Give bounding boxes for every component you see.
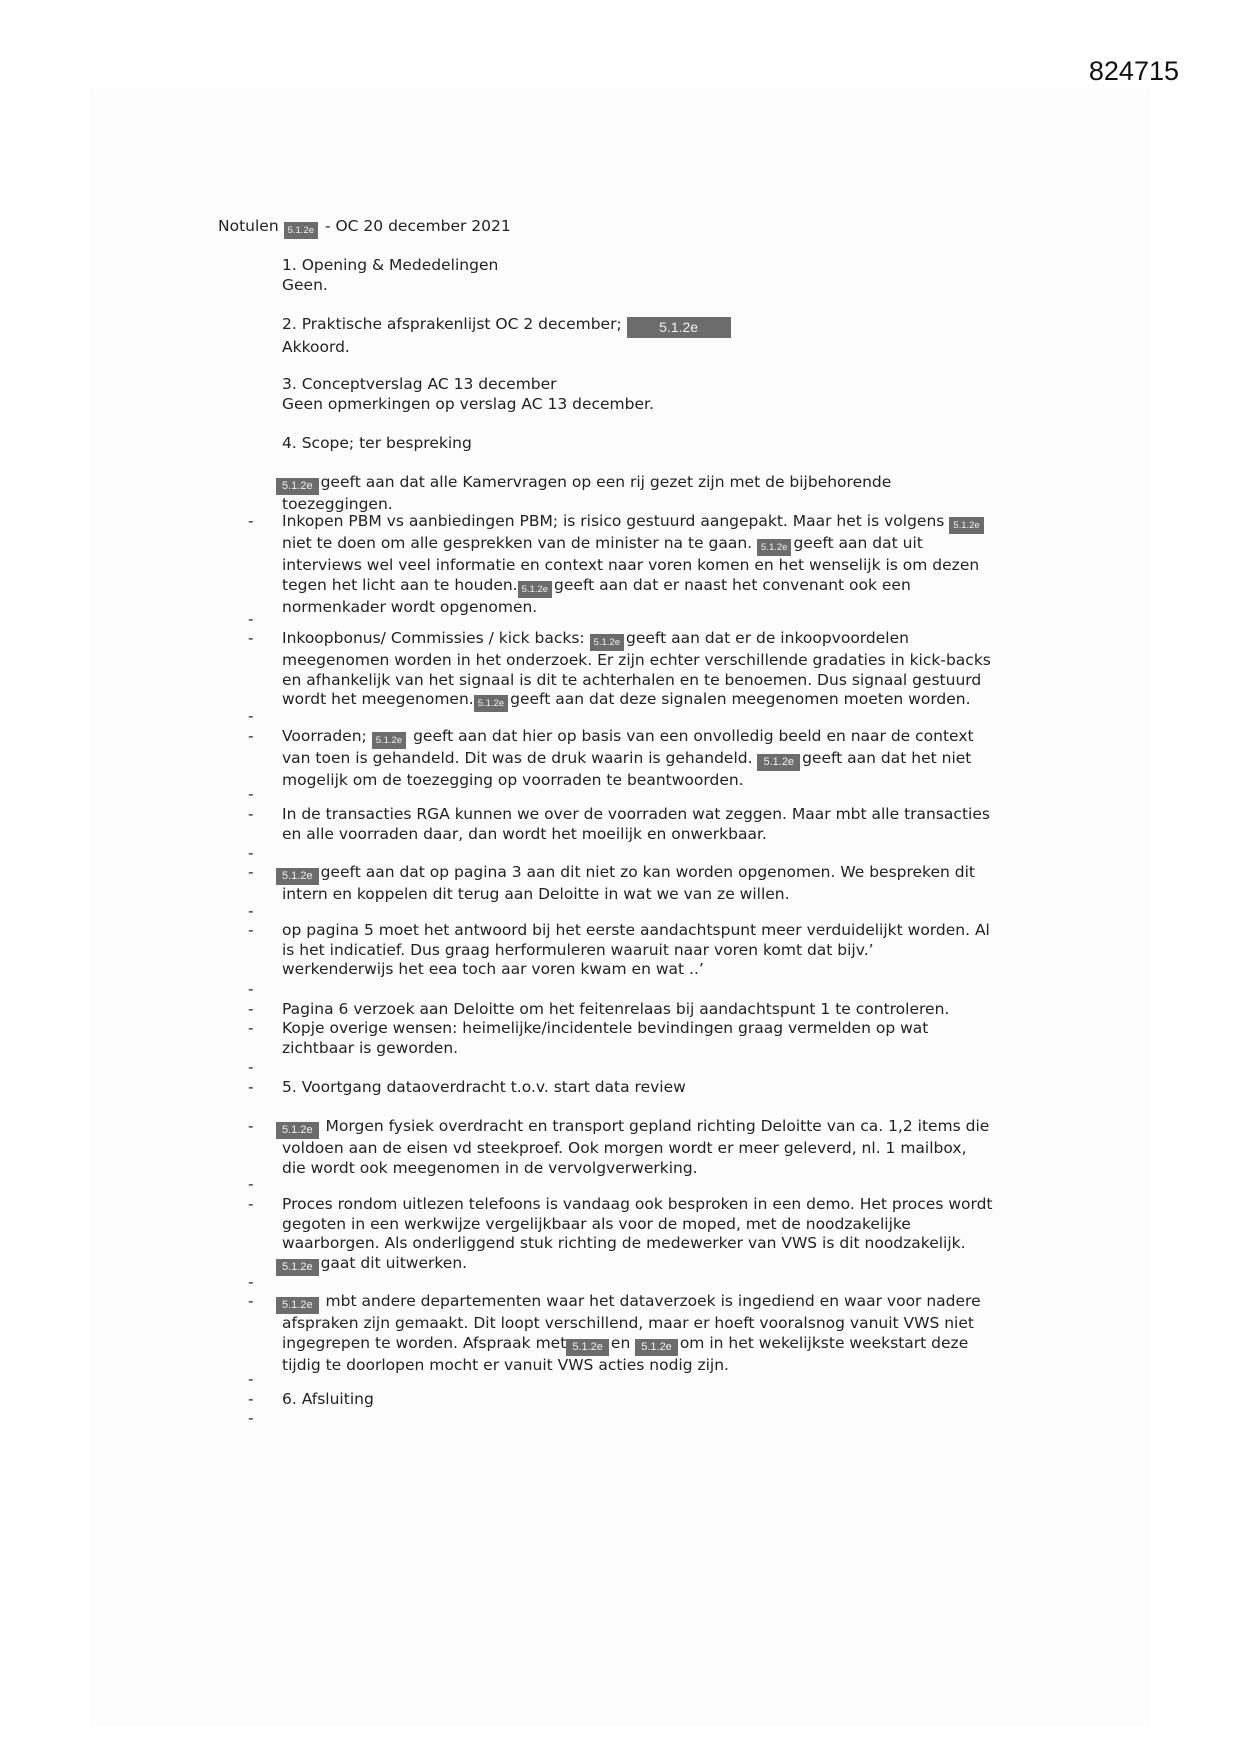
section-2 — [282, 315, 1042, 358]
dash-marker: - — [248, 1000, 254, 1018]
dash-marker: - — [248, 1058, 254, 1076]
section-3-text: Geen opmerkingen op verslag AC 13 december. — [282, 394, 654, 413]
redaction-box: 5.1.2e — [590, 634, 624, 651]
dash-marker: - — [248, 1195, 254, 1213]
section-3 — [282, 375, 1042, 414]
redaction-box: 5.1.2e — [757, 754, 800, 771]
section-2-text: Akkoord. — [282, 338, 350, 356]
dash-marker: - — [248, 785, 254, 803]
section-4-paragraph-4: Voorraden; 5.1.2e geeft aan dat hier op basis van een onvolledig beeld en naar de context van toen is gehandeld. Dit was de druk waarin is gehandeld. 5.1.2e geeft aan dat het niet mogelijk om de toezegging op voorraden te beantwoorden. — [282, 727, 974, 789]
section-4-paragraph-6: 5.1.2e geeft aan dat op pagina 3 aan dit niet zo kan worden opgenomen. We bespreken dit intern en koppelen dit terug aan Deloitte in wat we van ze willen. — [276, 863, 1036, 905]
section-4-paragraph-1: 5.1.2e geeft aan dat alle Kamervragen op een rij gezet zijn met de bijbehorende toezeggingen. — [276, 473, 1036, 515]
dash-marker: - — [248, 512, 254, 530]
dash-marker: - — [248, 844, 254, 862]
section-6-heading: 6. Afsluiting — [282, 1390, 374, 1408]
dash-marker: - — [248, 707, 254, 725]
dash-marker: - — [248, 1175, 254, 1193]
dash-marker: - — [248, 1273, 254, 1291]
section-4-paragraph-8: Pagina 6 verzoek aan Deloitte om het feitenrelaas bij aandachtspunt 1 te controleren. — [282, 1000, 950, 1018]
section-4-heading: 4. Scope; ter bespreking — [282, 434, 472, 452]
section-5-paragraph-1: 5.1.2e Morgen fysiek overdracht en transport gepland richting Deloitte van ca. 1,2 items die voldoen aan de eisen vd steekproef. Ook morgen wordt er meer geleverd, nl. 1 mailbox, die wordt ook meegenomen in de vervolgverwerking. — [276, 1117, 1036, 1178]
dash-marker: - — [248, 1370, 254, 1388]
section-4-paragraph-9: Kopje overige wensen: heimelijke/incidentele bevindingen graag vermelden op wat zichtbaar is geworden. — [282, 1019, 929, 1057]
redaction-box: 5.1.2e — [276, 868, 319, 885]
redaction-box: 5.1.2e — [276, 1259, 319, 1276]
dash-marker: - — [248, 805, 254, 823]
redaction-box: 5.1.2e — [757, 539, 791, 556]
section-4-paragraph-3: Inkoopbonus/ Commissies / kick backs: 5.1.2e geeft aan dat er de inkoopvoordelen meegenomen worden in het onderzoek. Er zijn echter verschillende gradaties in kick-backs en afhankelijk van het signaal is dit te achterhalen en te benoemen. Dus signaal gestuurd wordt het meegenomen. 5.1.2e geeft aan dat deze signalen meegenomen moeten worden. — [282, 629, 1042, 712]
title-suffix: - OC 20 december 2021 — [324, 217, 511, 235]
section-1-text: Geen. — [282, 275, 328, 294]
redaction-box: 5.1.2e — [276, 478, 319, 495]
dash-marker: - — [248, 863, 254, 881]
section-4-paragraph-2: Inkopen PBM vs aanbiedingen PBM; is risico gestuurd aangepakt. Maar het is volgens 5.1.2e niet te doen om alle gesprekken van de minister na te gaan. 5.1.2e geeft aan dat uit interviews wel veel informatie en context naar voren komen en het wenselijk is om dezen tegen het licht aan te houden. 5.1.2e geeft aan dat er naast het convenant ook een normenkader wordt opgenomen. — [282, 512, 1042, 617]
redaction-box: 5.1.2e — [276, 1122, 319, 1139]
dash-marker: - — [248, 1292, 254, 1310]
dash-marker: - — [248, 980, 254, 998]
title-prefix: Notulen — [218, 217, 279, 235]
dash-marker: - — [248, 1078, 254, 1096]
dash-marker: - — [248, 629, 254, 647]
redaction-box: 5.1.2e — [372, 732, 406, 749]
redaction-box: 5.1.2e — [635, 1339, 678, 1356]
redaction-box: 5.1.2e — [949, 517, 983, 534]
redaction-box: 5.1.2e — [518, 581, 552, 598]
dash-marker: - — [248, 610, 254, 628]
redaction-box: 5.1.2e — [474, 695, 508, 712]
document-number: 824715 — [1088, 56, 1179, 86]
section-1-heading: 1. Opening & Mededelingen — [282, 256, 499, 274]
dash-marker: - — [248, 727, 254, 745]
dash-marker: - — [248, 921, 254, 939]
dash-marker: - — [248, 1409, 254, 1427]
dash-marker: - — [248, 902, 254, 920]
section-2-heading: 2. Praktische afsprakenlijst OC 2 december; 5.1.2e — [282, 315, 1042, 338]
redaction-box: 5.1.2e — [284, 222, 318, 239]
dash-marker: - — [248, 1019, 254, 1037]
section-1 — [282, 256, 1042, 295]
section-3-heading: 3. Conceptverslag AC 13 december — [282, 375, 557, 393]
section-5-heading: 5. Voortgang dataoverdracht t.o.v. start data review — [282, 1078, 686, 1096]
redaction-box: 5.1.2e — [627, 317, 731, 338]
dash-marker: - — [248, 1390, 254, 1408]
section-5-paragraph-3: 5.1.2e mbt andere departementen waar het dataverzoek is ingediend en waar voor nadere afspraken zijn gemaakt. Dit loopt verschillend, maar er hoeft vooralsnog vanuit VWS niet ingegrepen te worden. Afspraak met 5.1.2e en 5.1.2e om in het wekelijkste weekstart deze tijdig te doorlopen mocht er vanuit VWS acties nodig zijn. — [276, 1292, 1036, 1375]
section-4-paragraph-7: op pagina 5 moet het antwoord bij het eerste aandachtspunt meer verduidelijkt worden. Al is het indicatief. Dus graag herformuleren waaruit naar voren komt dat bijv.’ werkenderwijs het eea toch aar voren kwam en wat ..’ — [282, 921, 990, 978]
document-title — [218, 216, 511, 239]
redaction-box: 5.1.2e — [276, 1297, 319, 1314]
section-5-paragraph-2: Proces rondom uitlezen telefoons is vandaag ook besproken in een demo. Het proces wordt gegoten in een werkwijze vergelijkbaar als voor de moped, met de noodzakelijke waarborgen. Als onderliggend stuk richting de medewerker van VWS is dit noodzakelijk. 5.1.2e gaat dit uitwerken. — [282, 1195, 1042, 1276]
redaction-box: 5.1.2e — [566, 1339, 609, 1356]
dash-marker: - — [248, 1117, 254, 1135]
section-4-paragraph-5: In de transacties RGA kunnen we over de voorraden wat zeggen. Maar mbt alle transacties en alle voorraden daar, dan wordt het moeilijk en onwerkbaar. — [282, 805, 990, 843]
